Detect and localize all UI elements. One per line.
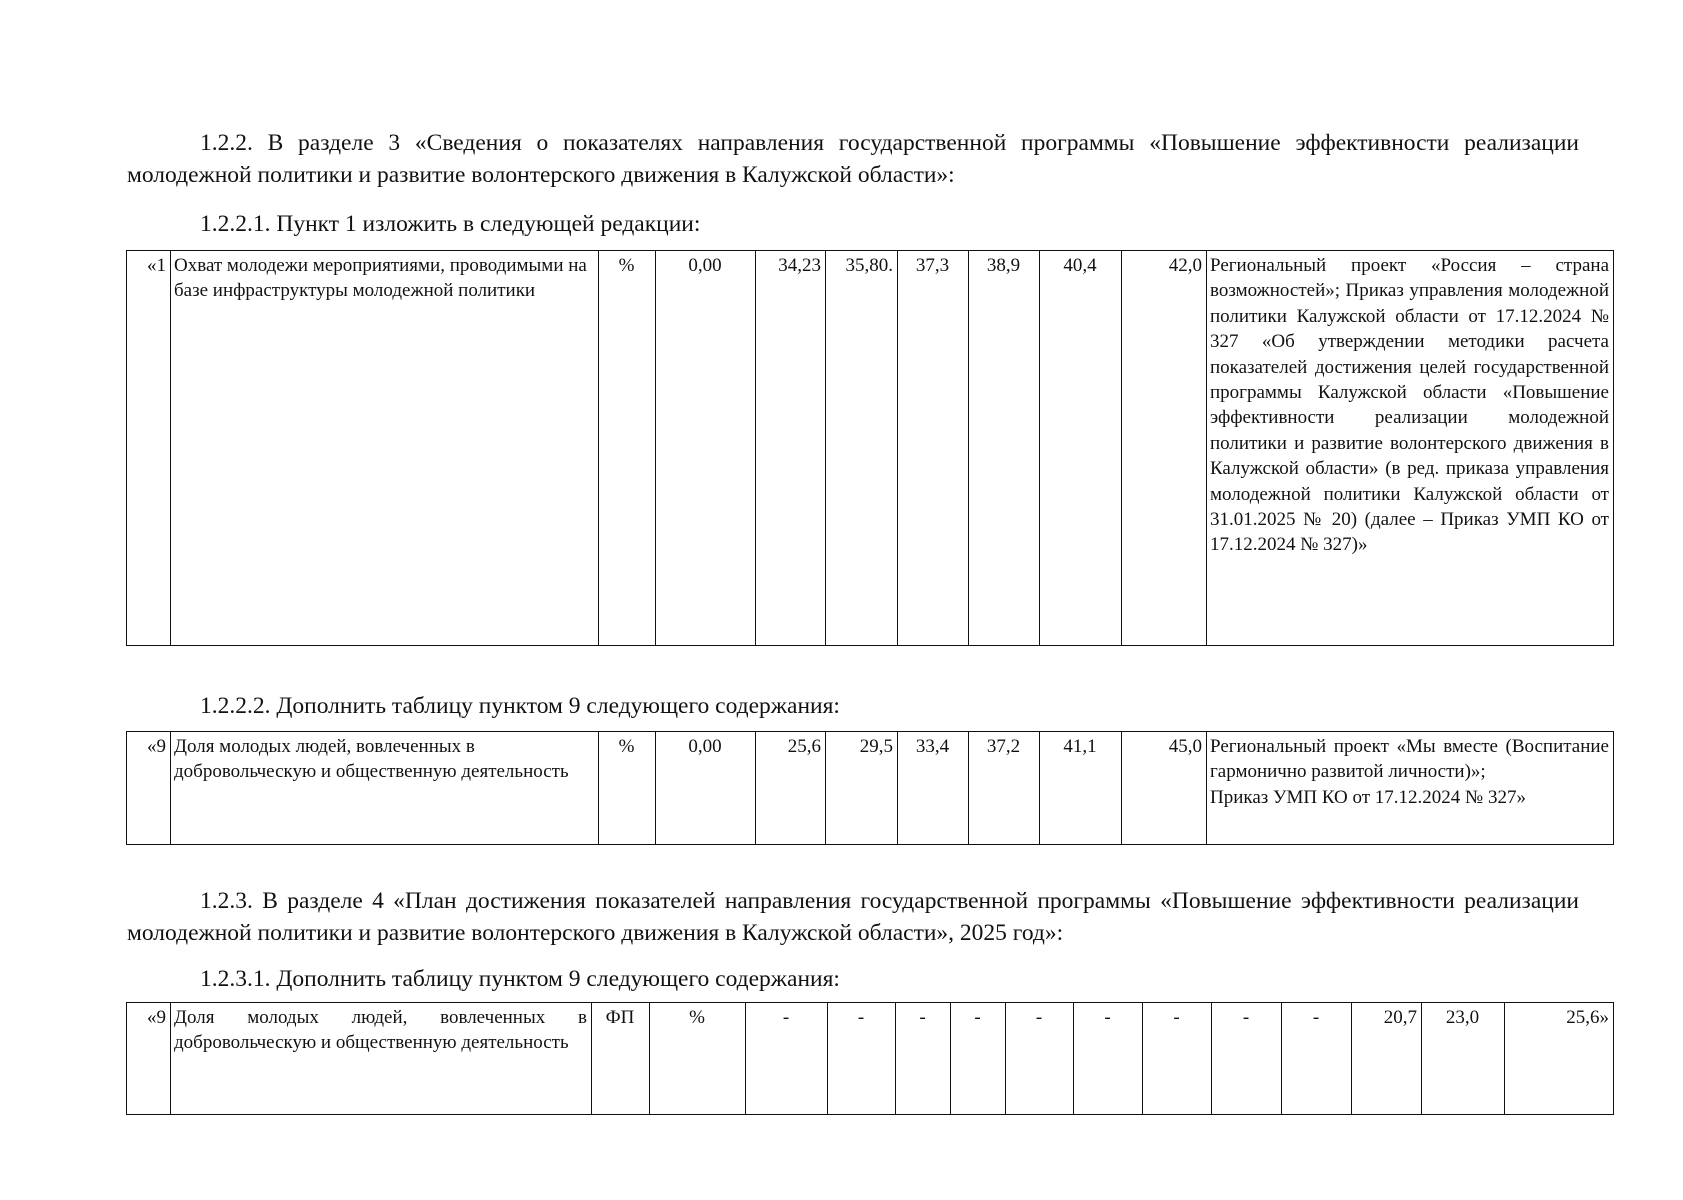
value-cell: 0,00 xyxy=(656,251,756,646)
table-row xyxy=(127,251,1614,646)
indicator-name: Доля молодых людей, вовлеченных в добровольческую и общественную деятельность xyxy=(171,1003,592,1115)
indicators-table-item-1 xyxy=(126,250,1614,646)
value-cell: 33,4 xyxy=(898,732,969,845)
value-cell: 25,6 xyxy=(756,732,826,845)
value-cell: - xyxy=(1282,1003,1352,1115)
value-cell: 45,0 xyxy=(1122,732,1207,845)
value-cell: 38,9 xyxy=(969,251,1040,646)
indicator-name: Охват молодежи мероприятиями, проводимыми на базе инфраструктуры молодежной политики xyxy=(171,251,599,646)
row-number: «9 xyxy=(127,732,171,845)
value-cell: 34,23 xyxy=(756,251,826,646)
value-cell: 37,3 xyxy=(898,251,969,646)
indicator-name: Доля молодых людей, вовлеченных в добровольческую и общественную деятельность xyxy=(171,732,599,845)
unit-cell: % xyxy=(599,732,656,845)
value-cell: - xyxy=(1143,1003,1212,1115)
paragraph-1-2-3-1: 1.2.3.1. Дополнить таблицу пунктом 9 следующего содержания: xyxy=(200,966,840,992)
documents-cell xyxy=(1207,732,1614,845)
value-cell: 20,7 xyxy=(1352,1003,1422,1115)
level-cell: ФП xyxy=(592,1003,650,1115)
value-cell: 23,0 xyxy=(1422,1003,1505,1115)
value-cell: - xyxy=(1006,1003,1074,1115)
value-cell: - xyxy=(746,1003,828,1115)
paragraph-1-2-3: 1.2.3. В разделе 4 «План достижения показателей направления государственной программы «Повышение эффективности реализации молодежной политики и развитие волонтерского движения в Калужской области», 2025 год»: xyxy=(127,888,1579,946)
value-cell: - xyxy=(896,1003,951,1115)
table-row xyxy=(127,1003,1614,1115)
paragraph-1-2-2-1: 1.2.2.1. Пункт 1 изложить в следующей редакции: xyxy=(200,211,701,237)
indicators-table-item-9 xyxy=(126,731,1614,845)
value-cell: - xyxy=(1074,1003,1143,1115)
unit-cell: % xyxy=(650,1003,746,1115)
value-cell: 29,5 xyxy=(826,732,898,845)
paragraph-1-2-2: 1.2.2. В разделе 3 «Сведения о показателях направления государственной программы «Повышение эффективности реализации молодежной политики и развитие волонтерского движения в Калужской области»: xyxy=(127,130,1579,188)
row-number: «1 xyxy=(127,251,171,646)
value-cell: - xyxy=(1212,1003,1282,1115)
value-cell: 35,80. xyxy=(826,251,898,646)
documents-cell: Региональный проект «Россия – страна возможностей»; Приказ управления молодежной политики Калужской области от 17.12.2024 № 327 «Об утверждении методики расчета показателей достижения целей государственной программы Калужской области «Повышение эффективности реализации молодежной политики и развитие волонтерского движения в Калужской области» (в ред. приказа управления молодежной политики Калужской области от 31.01.2025 № 20) (далее – Приказ УМП КО от 17.12.2024 № 327)» xyxy=(1207,251,1614,646)
documents-line: Приказ УМП КО от 17.12.2024 № 327» xyxy=(1210,786,1526,808)
unit-cell: % xyxy=(599,251,656,646)
value-cell: 40,4 xyxy=(1040,251,1122,646)
table-row xyxy=(127,732,1614,845)
plan-table-item-9 xyxy=(126,1002,1614,1115)
paragraph-1-2-2-2: 1.2.2.2. Дополнить таблицу пунктом 9 следующего содержания: xyxy=(200,693,840,719)
value-cell: 42,0 xyxy=(1122,251,1207,646)
row-number: «9 xyxy=(127,1003,171,1115)
value-cell: - xyxy=(951,1003,1006,1115)
documents-line: Региональный проект «Мы вместе (Воспитание гармонично развитой личности)»; xyxy=(1210,736,1609,783)
value-cell: 0,00 xyxy=(656,732,756,845)
value-cell: - xyxy=(828,1003,896,1115)
value-cell: 25,6» xyxy=(1505,1003,1614,1115)
value-cell: 41,1 xyxy=(1040,732,1122,845)
value-cell: 37,2 xyxy=(969,732,1040,845)
